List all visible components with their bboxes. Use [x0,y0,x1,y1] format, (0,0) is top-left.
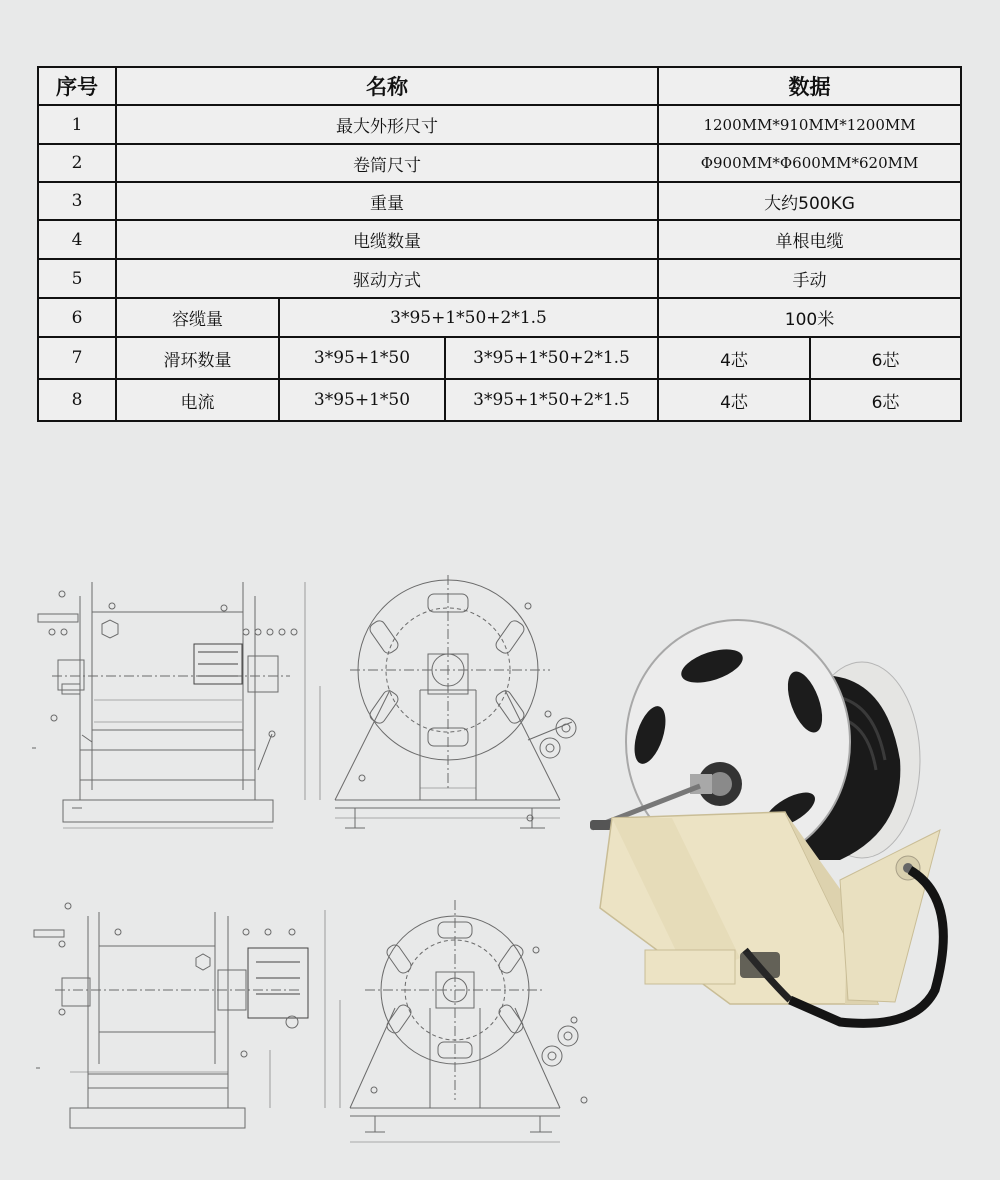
row-name: 容缆量 [116,298,279,337]
drawing-2-side-view [34,903,308,1128]
header-no: 序号 [38,67,116,105]
row-name: 驱动方式 [116,259,658,298]
row-value: 单根电缆 [658,220,961,259]
drawing-2-front-view [325,900,587,1142]
row-name: 电流 [116,379,279,421]
row-spec: 3*95+1*50+2*1.5 [279,298,658,337]
row-no: 3 [38,182,116,220]
row-value-a: 4芯 [658,337,810,379]
header-value: 数据 [658,67,961,105]
row-value-b: 6芯 [810,379,961,421]
row-value: Φ900MM*Φ600MM*620MM [658,144,961,182]
row-name: 卷筒尺寸 [116,144,658,182]
row-no: 7 [38,337,116,379]
row-name: 重量 [116,182,658,220]
header-name: 名称 [116,67,658,105]
row-spec-a: 3*95+1*50 [279,379,445,421]
row-value: 手动 [658,259,961,298]
row-spec-b: 3*95+1*50+2*1.5 [445,337,658,379]
row-value-b: 6芯 [810,337,961,379]
drawing-1-front-view [305,575,576,828]
row-value: 大约500KG [658,182,961,220]
row-no: 6 [38,298,116,337]
row-name: 滑环数量 [116,337,279,379]
row-name: 最大外形尺寸 [116,105,658,144]
row-value: 100米 [658,298,961,337]
row-spec-a: 3*95+1*50 [279,337,445,379]
row-value-a: 4芯 [658,379,810,421]
row-value: 1200MM*910MM*1200MM [658,105,961,144]
cable-reel-photo [590,620,943,1023]
row-no: 2 [38,144,116,182]
row-no: 1 [38,105,116,144]
drawing-1-side-view [38,582,297,828]
row-name: 电缆数量 [116,220,658,259]
row-no: 5 [38,259,116,298]
row-spec-b: 3*95+1*50+2*1.5 [445,379,658,421]
row-no: 8 [38,379,116,421]
row-no: 4 [38,220,116,259]
